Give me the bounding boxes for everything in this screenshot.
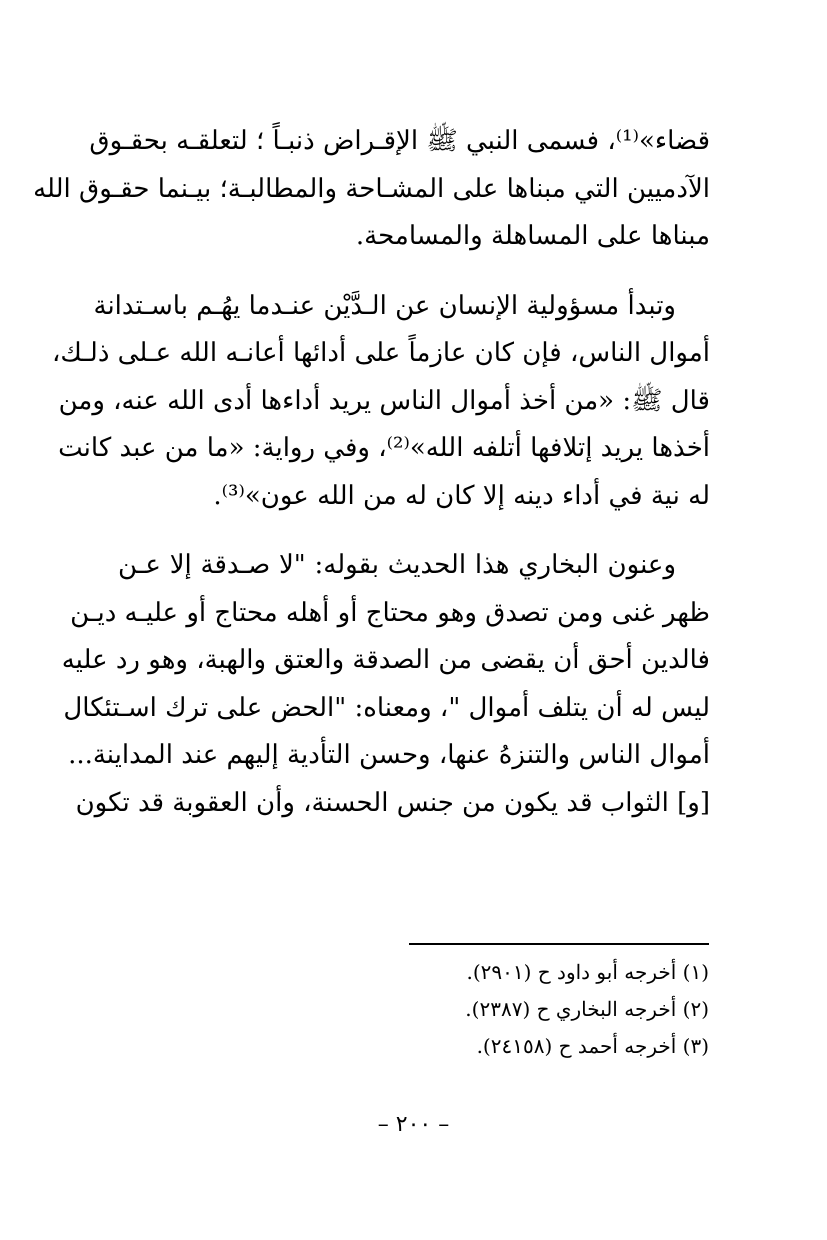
text-line: أموال الناس والتنزهُ عنها، وحسن التأدية إليهم عند المداينة... <box>68 740 710 770</box>
text-line: قضاء»⁽¹⁾، فسمى النبي ﷺ الإقـراض ذنبـاً ؛ لتعلقـه بحقـوق <box>89 126 710 156</box>
text-line: أخذها يريد إتلافها أتلفه الله»⁽²⁾، وفي رواية: «ما من عبد كانت <box>58 433 710 463</box>
text-line: [و] الثواب قد يكون من جنس الحسنة، وأن العقوبة قد تكون <box>75 787 710 818</box>
paragraph-3 <box>61 542 710 827</box>
main-text <box>33 118 710 849</box>
text-line: قال ﷺ: «من أخذ أموال الناس يريد أداءها أدى الله عنه، ومن <box>58 385 710 416</box>
footnote-3: (٣) أخرجه أحمد ح (٢٤١٥٨). <box>476 1034 709 1058</box>
text-line: وعنون البخاري هذا الحديث بقوله: "لا صـدقة إلا عـن <box>118 550 676 580</box>
footnote-separator <box>409 943 709 945</box>
text-line: ليس له أن يتلف أموال "، ومعناه: "الحض على ترك اسـتئكال <box>63 692 710 723</box>
text-line: مبناها على المساهلة والمسامحة. <box>355 221 710 251</box>
text-line: أموال الناس، فإن كان عازماً على أدائها أعانـه الله عـلى ذلـك، <box>52 338 710 368</box>
text-line: فالدين أحق أن يقضى من الصدقة والعتق والهبة، وهو رد عليه <box>61 645 710 675</box>
footnotes <box>309 954 709 1065</box>
text-line: وتبدأ مسؤولية الإنسان عن الـدَّيْن عنـدما يهُـم باسـتدانة <box>93 290 676 321</box>
text-line: ظهر غنى ومن تصدق وهو محتاج أو أهله محتاج أو عليـه ديـن <box>70 597 710 628</box>
text-line: له نية في أداء دينه إلا كان له من الله عون»⁽³⁾. <box>213 480 710 511</box>
footnote-2: (٢) أخرجه البخاري ح (٢٣٨٧). <box>465 997 709 1021</box>
paragraph-2 <box>52 283 710 521</box>
paragraph-1 <box>33 118 710 261</box>
page-number: – ٢٠٠ – <box>377 1112 450 1137</box>
footnote-1: (١) أخرجه أبو داود ح (٢٩٠١). <box>466 960 709 984</box>
text-line: الآدميين التي مبناها على المشـاحة والمطالبـة؛ بيـنما حقـوق الله <box>33 173 710 204</box>
